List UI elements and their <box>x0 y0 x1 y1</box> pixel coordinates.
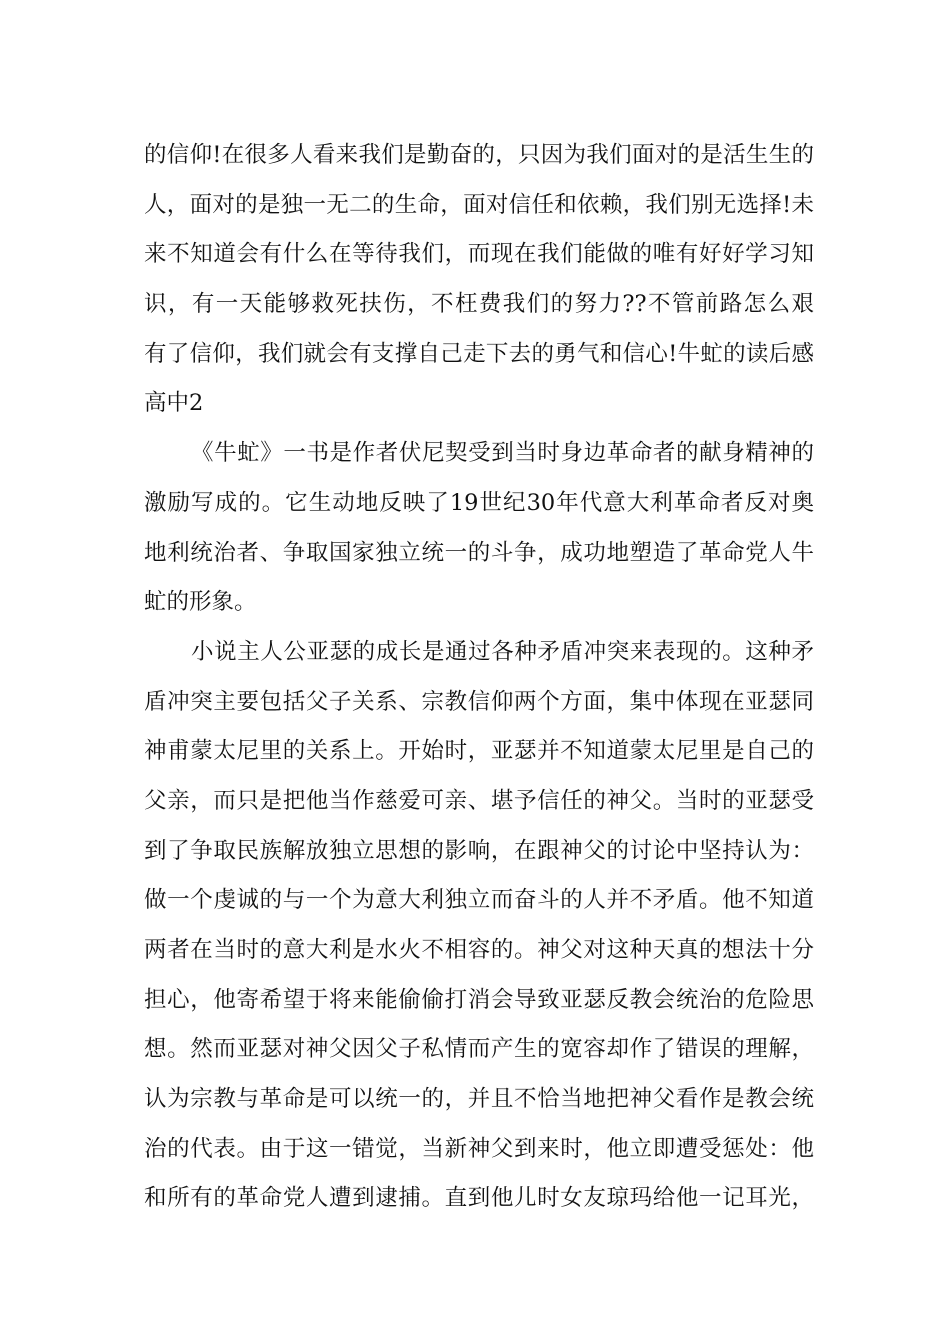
text-line: 做一个虔诚的与一个为意大利独立而奋斗的人并不矛盾。他不知道 <box>144 887 814 914</box>
text-line: 盾冲突主要包括父子关系、宗教信仰两个方面，集中体现在亚瑟同 <box>144 688 814 715</box>
text-line: 到了争取民族解放独立思想的影响，在跟神父的讨论中坚持认为： <box>144 837 814 864</box>
text-line: 治的代表。由于这一错觉，当新神父到来时，他立即遭受惩处：他 <box>144 1135 814 1162</box>
text-line: 的信仰!在很多人看来我们是勤奋的，只因为我们面对的是活生生的 <box>144 142 814 168</box>
text-line: 想。然而亚瑟对神父因父子私情而产生的宽容却作了错误的理解， <box>144 1036 814 1063</box>
text-line: 高中2 <box>144 390 204 417</box>
text-line: 地利统治者、争取国家独立统一的斗争，成功地塑造了革命党人牛 <box>144 539 814 566</box>
text-line: 来不知道会有什么在等待我们，而现在我们能做的唯有好好学习知 <box>144 241 814 268</box>
text-line: 担心，他寄希望于将来能偷偷打消会导致亚瑟反教会统治的危险思 <box>144 986 814 1013</box>
text-line: 激励写成的。它生动地反映了19世纪30年代意大利革命者反对奥 <box>144 489 814 516</box>
text-line: 神甫蒙太尼里的关系上。开始时，亚瑟并不知道蒙太尼里是自己的 <box>144 738 814 765</box>
text-line: 父亲，而只是把他当作慈爱可亲、堪予信任的神父。当时的亚瑟受 <box>144 787 814 814</box>
text-line: 小说主人公亚瑟的成长是通过各种矛盾冲突来表现的。这种矛 <box>191 638 814 665</box>
text-line: 识，有一天能够救死扶伤，不枉费我们的努力??不管前路怎么艰 <box>144 291 814 318</box>
text-line: 人，面对的是独一无二的生命，面对信任和依赖，我们别无选择!未 <box>144 191 814 218</box>
text-line: 《牛虻》一书是作者伏尼契受到当时身边革命者的献身精神的 <box>191 440 814 467</box>
body-text <box>144 131 814 1224</box>
text-line: 虻的形象。 <box>144 589 257 616</box>
text-line: 和所有的革命党人遭到逮捕。直到他儿时女友琼玛给他一记耳光， <box>144 1185 814 1212</box>
text-line: 有了信仰，我们就会有支撑自己走下去的勇气和信心!牛虻的读后感 <box>144 340 814 367</box>
text-line: 两者在当时的意大利是水火不相容的。神父对这种天真的想法十分 <box>144 937 814 963</box>
text-line: 认为宗教与革命是可以统一的，并且不恰当地把神父看作是教会统 <box>144 1086 814 1113</box>
